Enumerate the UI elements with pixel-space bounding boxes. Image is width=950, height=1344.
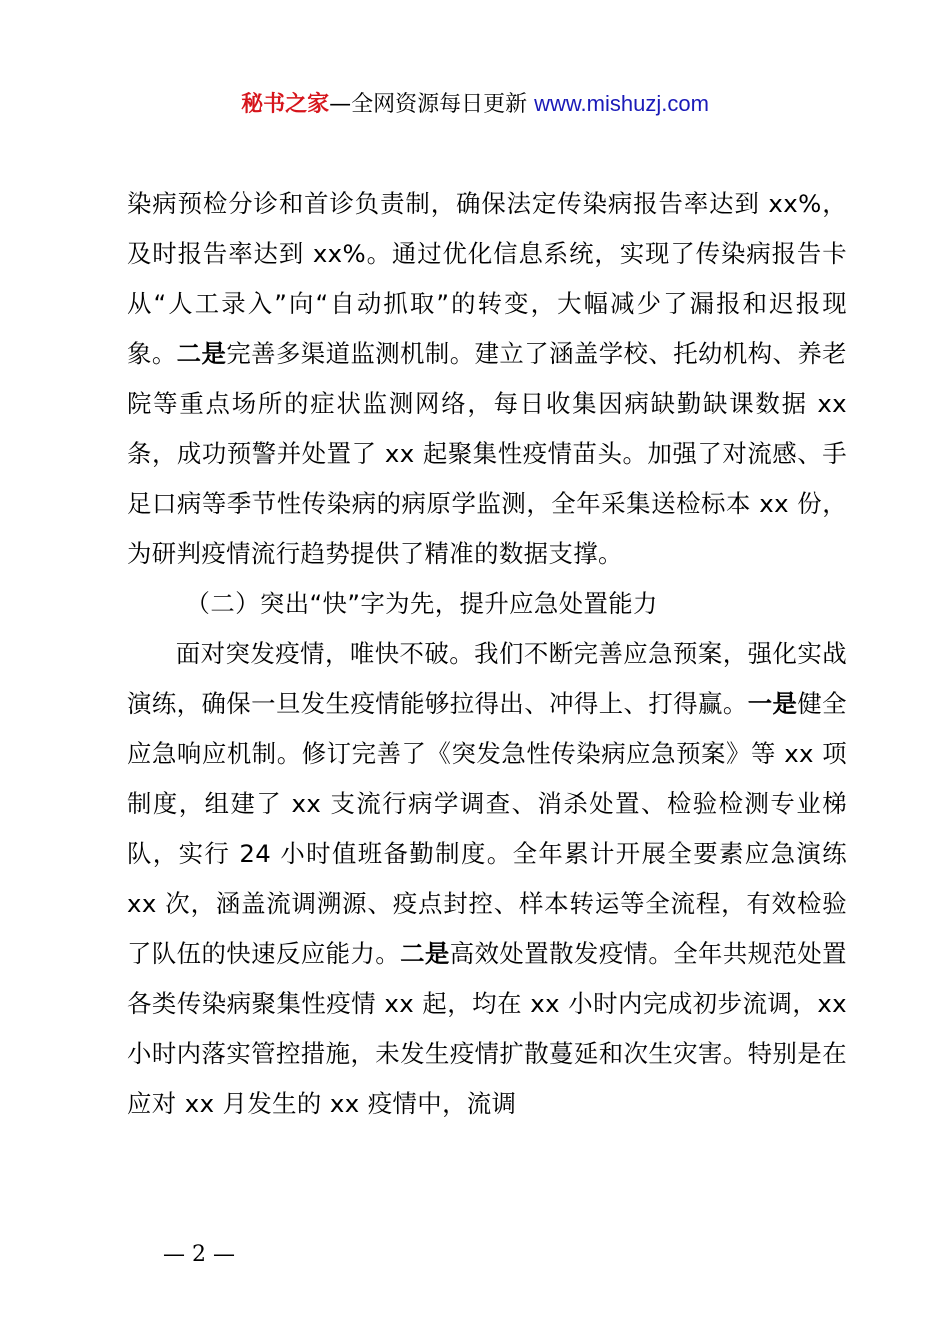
paragraph-text: 完善多渠道监测机制。建立了涵盖学校、托幼机构、养老院等重点场所的症状监测网络，每日收集因病缺勤缺课数据 xx 条，成功预警并处置了 xx 起聚集性疫情苗头。加强了对流感、手足口病等季节性传染病的病原学监测，全年采集送检标本 xx 份，为研判疫情流行趋势提供了精准的数据支撑。 xyxy=(127,339,847,568)
page-header xyxy=(0,88,950,121)
page-number: — 2 — xyxy=(163,1242,235,1267)
section-heading-text: （二）突出“快”字为先，提升应急处置能力 xyxy=(185,589,658,618)
header-url-link[interactable]: www.mishuzj.com xyxy=(534,91,709,116)
bold-label: 二是 xyxy=(176,339,227,368)
bold-label: 一是 xyxy=(747,689,798,718)
paragraph-emergency xyxy=(127,629,847,1129)
document-body xyxy=(127,179,847,1129)
bold-label: 二是 xyxy=(400,939,450,968)
brand-name: 秘书之家 xyxy=(241,92,330,117)
paragraph-text: 高效处置散发疫情。全年共规范处置各类传染病聚集性疫情 xx 起，均在 xx 小时内完成初步流调，xx 小时内落实管控措施，未发生疫情扩散蔓延和次生灾害。特别是在应对 xx 月发生的 xx 疫情中，流调 xyxy=(127,939,847,1118)
paragraph-monitoring xyxy=(127,179,847,579)
paragraph-text: 面对突发疫情，唯快不破。我们不断完善应急预案，强化实战演练，确保一旦发生疫情能够拉得出、冲得上、打得赢。 xyxy=(127,639,847,718)
section-heading xyxy=(127,579,847,629)
header-slogan: —全网资源每日更新 xyxy=(329,92,535,117)
paragraph-text: 健全应急响应机制。修订完善了《突发急性传染病应急预案》等 xx 项制度，组建了 xx 支流行病学调查、消杀处置、检验检测专业梯队，实行 24 小时值班备勤制度。全年累计开展全要素应急演练 xx 次，涵盖流调溯源、疫点封控、样本转运等全流程，有效检验了队伍的快速反应能力。 xyxy=(127,689,847,968)
paragraph-text: 染病预检分诊和首诊负责制，确保法定传染病报告率达到 xx%，及时报告率达到 xx%。通过优化信息系统，实现了传染病报告卡从“人工录入”向“自动抓取”的转变，大幅减少了漏报和迟报现象。 xyxy=(127,189,847,368)
